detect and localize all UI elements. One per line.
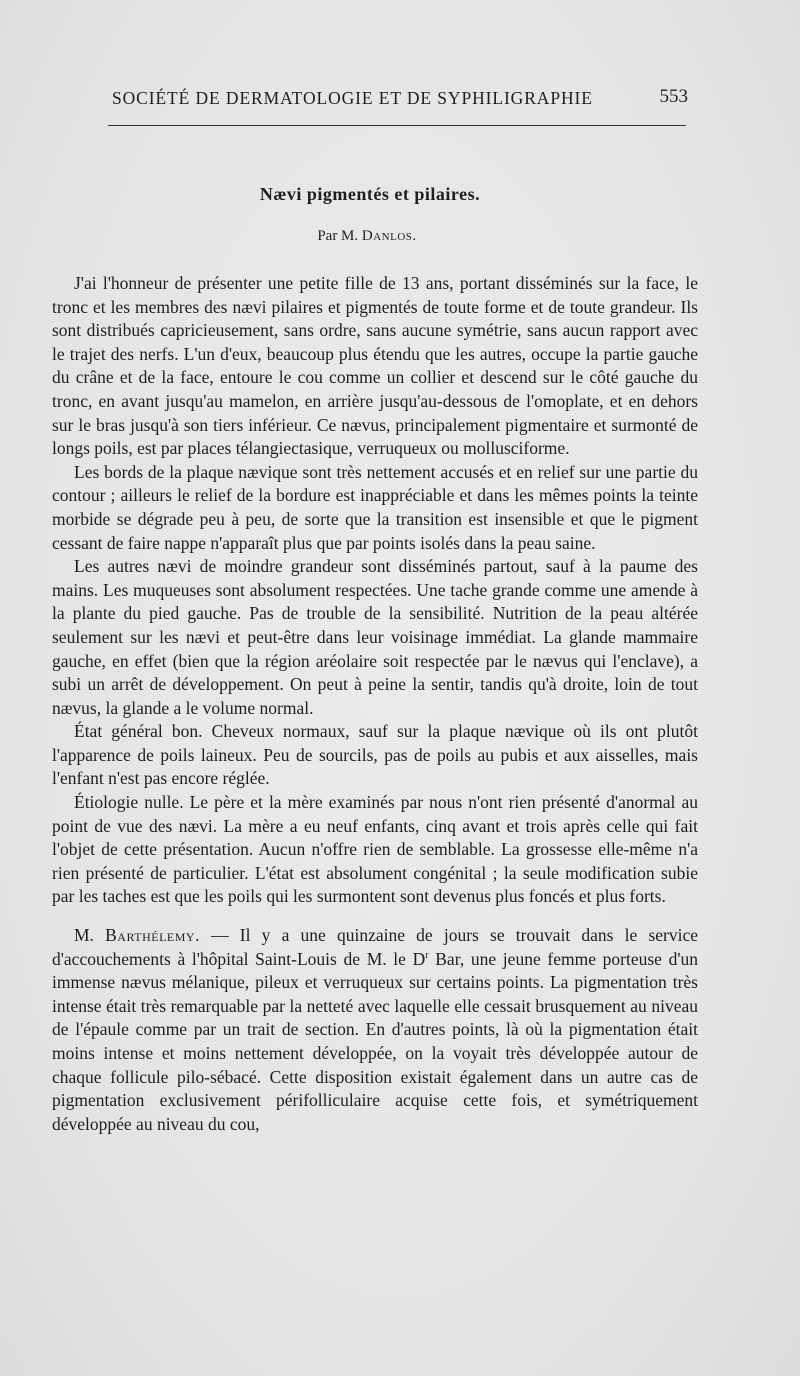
byline <box>0 228 734 245</box>
paragraph: J'ai l'honneur de présenter une petite fille de 13 ans, portant disséminés sur la face, le tronc et les membres des nævi pilaires et pigmentés de toute forme et de toute grandeur. Ils sont distribués capricieusement, sans ordre, sans aucune symétrie, sans aucun rapport avec le trajet des nerfs. L'un d'eux, beaucoup plus étendu que les autres, occupe la partie gauche du crâne et de la face, entoure le cou comme un collier et descend sur le côté gauche du tronc, en avant jusqu'au mamelon, en arrière jusqu'au-dessous de l'omoplate, et en dehors sur le bras jusqu'à son tiers inférieur. Ce nævus, principalement pigmentaire et surmonté de longs poils, est par places télangiectasique, verruqueux ou mollusciforme. <box>52 273 698 459</box>
paragraph: Les bords de la plaque nævique sont très nettement accusés et en relief sur une partie du contour ; ailleurs le relief de la bordure est inappréciable et dans les mêmes points la teinte morbide se dégrade peu à peu, de sorte que la transition est insensible et que le pigment cessant de faire nappe n'apparaît plus que par points isolés dans la peau saine. <box>52 461 698 553</box>
speaker-prefix: M. <box>74 925 106 946</box>
speaker-name: Barthélemy. <box>105 925 200 946</box>
doctor-superscript: r <box>425 949 429 961</box>
article-title: Nævi pigmentés et pilaires. <box>259 184 481 204</box>
header-rule <box>108 125 686 126</box>
paragraph: État général bon. Cheveux normaux, sauf sur la plaque nævique où ils ont plutôt l'apparence de poils laineux. Peu de sourcils, pas de poils au pubis et aux aisselles, mais l'enfant n'est pas encore réglée. <box>52 721 698 789</box>
running-title: SOCIÉTÉ DE DERMATOLOGIE ET DE SYPHILIGRAPHIE <box>112 88 593 108</box>
discussion-paragraph <box>52 924 698 1136</box>
discussion-text-start: — Il y a une quinzaine de jours se trouvait dans le service d'accouchements à l'hôpital Saint-Louis de M. le D <box>52 925 699 969</box>
paragraph: Étiologie nulle. Le père et la mère examinés par nous n'ont rien présenté d'anormal au point de vue des nævi. La mère a eu neuf enfants, cinq avant et trois après celle qui fait l'objet de cette présentation. Aucun n'offre rien de semblable. La grossesse elle-même n'a rien présenté de particulier. L'état est absolument congénital ; la seule modification subie par les taches est que les poils qui les surmontent sont devenus plus foncés et plus forts. <box>52 792 698 907</box>
page-number: 553 <box>659 86 688 107</box>
article-body <box>52 272 698 1136</box>
discussion-text-end: Bar, une jeune femme porteuse d'un immense nævus mélanique, pileux et verruqueux sur certains points. La pigmentation très intense était très remarquable par la netteté avec laquelle elle cessait brusquement au niveau de l'épaule comme par un trait de section. En d'autres points, là où la pigmentation était moins intense et moins nettement développée, on la voyait très développée autour de chaque follicule pilo-sébacé. Cette disposition existait également dans un autre cas de pigmentation exclusivement périfolliculaire acquise cette fois, et symétriquement développée au niveau du cou, <box>52 948 698 1134</box>
byline-prefix: Par M. <box>317 228 362 244</box>
paragraph: Les autres nævi de moindre grandeur sont disséminés partout, sauf à la paume des mains. Les muqueuses sont absolument respectées. Une tache grande comme une amende à la plante du pied gauche. Pas de trouble de la sensibilité. Nutrition de la peau altérée seulement sur les nævi et peut-être dans leur voisinage immédiat. La glande mammaire gauche, en effet (bien que la région aréolaire soit respectée par le nævus qui l'enclave), a subi un arrêt de développement. On peut à peine la sentir, tandis qu'à droite, loin de tout nævus, la glande a le volume normal. <box>52 556 698 718</box>
author-name: Danlos. <box>361 228 417 244</box>
